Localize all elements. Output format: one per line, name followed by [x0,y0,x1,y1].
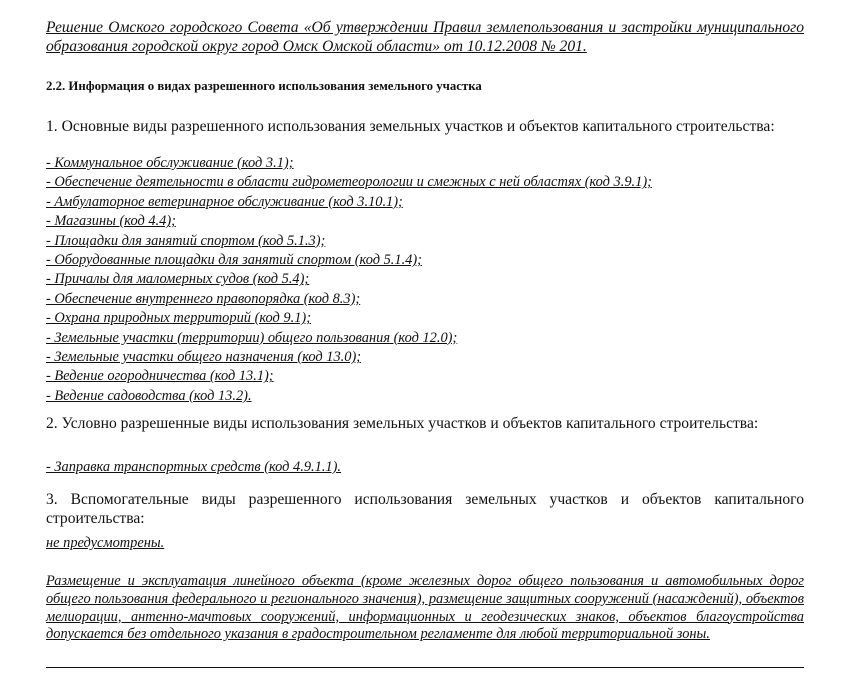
list-item: - Охрана природных территорий (код 9.1); [46,310,311,327]
decision-reference [46,18,804,56]
decision-reference-text: Решение Омского городского Совета «Об утверждении Правил землепользования и застройки муниципального образования городской округ город Омск Омской области» от 10.12.2008 № 201. [46,19,804,55]
bottom-divider [46,667,804,668]
list-item: - Обеспечение деятельности в области гидрометеорологии и смежных с ней областях (код 3.9.1); [46,174,652,191]
main-uses-list [46,154,804,406]
conditional-uses-title: 2. Условно разрешенные виды использования земельных участков и объектов капитального строительства: [46,415,759,432]
auxiliary-uses-value: не предусмотрены. [46,535,165,551]
list-item: - Земельные участки общего назначения (код 13.0); [46,349,362,366]
section-heading: 2.2. Информация о видах разрешенного использования земельного участка [46,79,482,93]
main-uses-title: 1. Основные виды разрешенного использования земельных участков и объектов капитального строительства: [46,118,775,135]
list-item: - Земельные участки (территории) общего пользования (код 12.0); [46,329,458,346]
list-item: - Заправка транспортных средств (код 4.9.1.1). [46,459,342,475]
linear-object-note [46,573,804,644]
list-item: - Магазины (код 4.4); [46,213,176,230]
list-item: - Площадки для занятий спортом (код 5.1.3); [46,232,326,249]
list-item: - Амбулаторное ветеринарное обслуживание (код 3.10.1); [46,193,403,210]
list-item: - Коммунальное обслуживание (код 3.1); [46,155,294,171]
auxiliary-uses-title: 3. Вспомогательные виды разрешенного использования земельных участков и объектов капитального строительства: [46,491,804,527]
list-item: - Ведение садоводства (код 13.2). [46,387,252,404]
conditional-uses-list [46,458,804,477]
list-item: - Причалы для маломерных судов (код 5.4); [46,271,310,288]
linear-object-note-text: Размещение и эксплуатация линейного объекта (кроме железных дорог общего пользования и автомобильных дорог общего пользования федерального и регионального значения), размещение защитных сооружений (насаждений), объектов мелиорации, антенно-мачтовых сооружений, информационных и геодезических знаков, объектов благоустройства допускается без отдельного указания в градостроительном регламенте для любой территориальной зоны. [46,573,804,643]
list-item: - Ведение огородничества (код 13.1); [46,368,274,385]
list-item: - Обеспечение внутреннего правопорядка (код 8.3); [46,290,361,307]
list-item: - Оборудованные площадки для занятий спортом (код 5.1.4); [46,252,422,269]
